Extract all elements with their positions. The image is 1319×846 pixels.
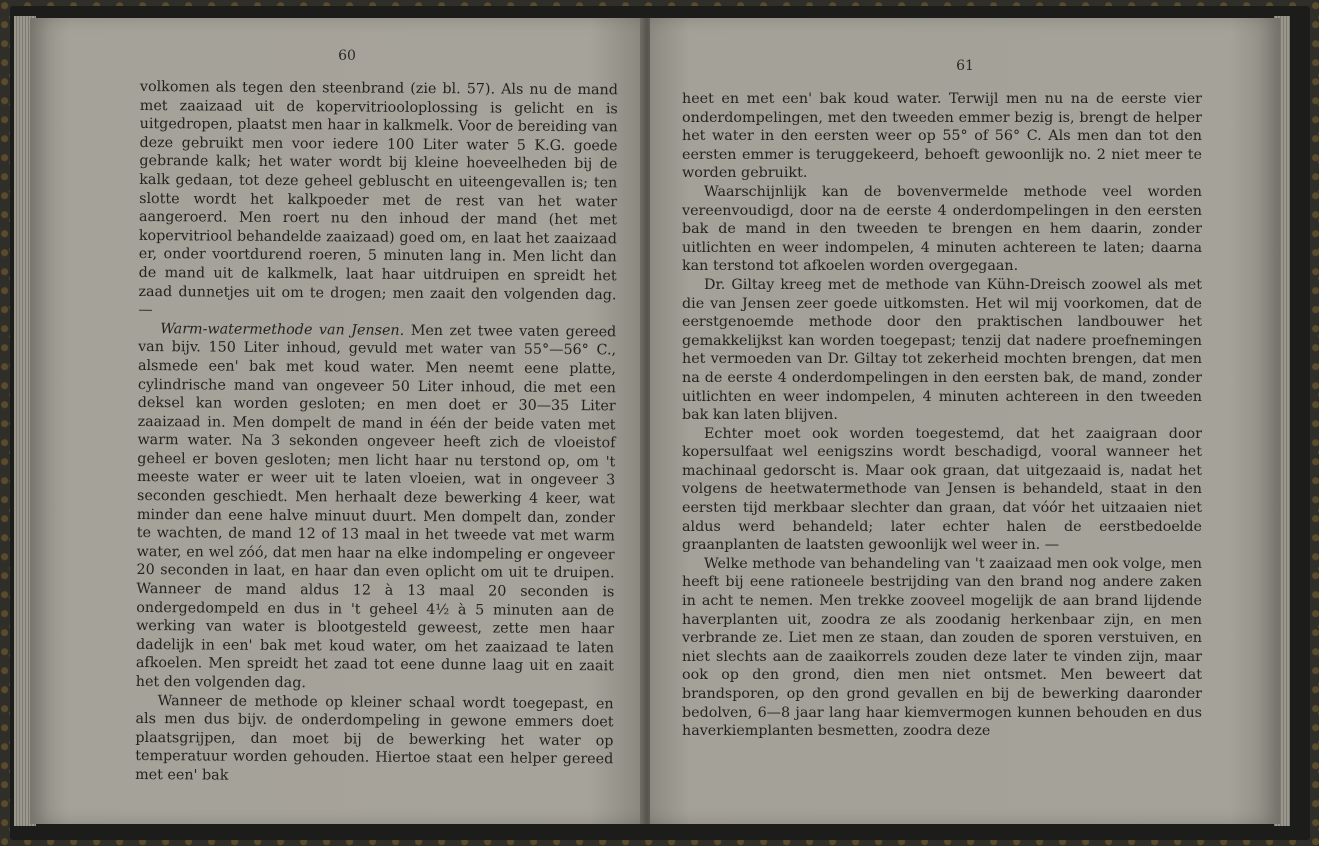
right-page-text [682, 90, 1202, 741]
left-page [30, 18, 644, 824]
page-number-right: 61 [956, 58, 974, 74]
paragraph: Wanneer de methode op kleiner schaal wordt toegepast, en als men dus bijv. de onderdompeling in gewone emmers doet plaatsgrijpen, dan moet bij de bewerking het water op temperatuur worden gehouden. Hiertoe staat een helper gereed met een' bak [135, 692, 614, 784]
page-number-left: 60 [338, 48, 356, 64]
paragraph-jensen [136, 320, 617, 695]
paragraph: Welke methode van behandeling van 't zaaizaad men ook volge, men heeft bij eene rationeele bestrijding van den brand nog andere zaken in acht te nemen. Men trekke zooveel mogelijk de aan brand lijdende haverplanten uit, zoodra ze als zoodanig herkenbaar zijn, en men verbrande ze. Liet men ze staan, dan zouden de sporen verstuiven, en niet slechts aan de zaaikorrels zouden deze later te vinden zijn, maar ook op den grond, dien men niet ontsmet. Men beweert dat brandsporen, op den grond gevallen en bij de bewerking daaronder bedolven, 6—8 jaar lang haar kiemvermogen kunnen behouden en dus haverkiemplanten besmetten, zoodra deze [682, 555, 1202, 740]
paragraph: volkomen als tegen den steenbrand (zie bl. 57). Als nu de mand met zaaizaad uit de kopervitriooloplossing is gelicht en is uitgedropen, plaatst men haar in kalkmelk. Voor de bereiding van deze gebruikt men voor iedere 100 Liter water 5 K.G. goede gebrande kalk; het water wordt bij kleine hoeveelheden bij de kalk gedaan, tot deze geheel gebluscht en uiteengevallen is; ten slotte wordt het kalkpoeder met de rest van het water aangeroerd. Men roert nu den inhoud der mand (het met kopervitriool behandelde zaaizaad) goed om, en laat het zaaizaad er, onder voortdurend roeren, 5 minuten lang in. Men licht dan de mand uit de kalkmelk, laat haar uitdruipen en spreidt het zaad dunnetjes uit om te drogen; men zaait den volgenden dag. — [138, 78, 618, 319]
left-page-text [135, 78, 618, 788]
right-page [650, 18, 1280, 824]
section-lead: Warm-watermethode van Jensen. [160, 320, 405, 339]
paragraph: Dr. Giltay kreeg met de methode van Kühn-Dreisch zoowel als met die van Jensen zeer goede uitkomsten. Het wil mij voorkomen, dat de eerstgenoemde methode door den praktischen landbouwer het gemakkelijkst kan worden toegepast; tenzij dat nadere proefnemingen het vermoeden van Dr. Giltay tot zekerheid mochten brengen, dat men na de eerste 4 onderdompelingen in den eersten bak, de mand, zonder uitlichten en weer indompelen, 4 minuten achtereen in den tweeden bak kan laten blijven. [682, 276, 1202, 424]
paragraph: heet en met een' bak koud water. Terwijl men nu na de eerste vier onderdompelingen, met den tweeden emmer bezig is, brengt de helper het water in den eersten weer op 55° of 56° C. Als men dan tot den eersten emmer is teruggekeerd, behoeft gewoonlijk no. 2 niet meer te worden gebruikt. [682, 91, 1202, 182]
paragraph-body: Men zet twee vaten gereed van bijv. 150 Liter inhoud, gevuld met water van 55°—56° C., alsmede een' bak met koud water. Men neemt eene platte, cylindrische mand van ongeveer 50 Liter inhoud, die met een deksel kan worden gesloten; en men doet er 30—35 Liter zaaizaad in. Men dompelt de mand in één der beide vaten met warm water. Na 3 sekonden ongeveer heeft zich de vloeistof geheel er boven gesloten; men licht haar nu terstond op, om 't meeste water er weer uit te laten vloeien, wat in ongeveer 3 seconden geschiedt. Men herhaalt deze bewerking 4 keer, wat minder dan eene halve minuut duurt. Men dompelt dan, zonder te wachten, de mand 12 of 13 maal in het tweede vat met warm water, en wel zóó, dat men haar na elke indompeling er ongeveer 20 seconden in laat, en haar dan even oplicht om uit te druipen. Wanneer de mand aldus 12 à 13 maal 20 seconden is ondergedompeld en dus in 't geheel 4½ à 5 minuten aan de werking van water is blootgesteld geweest, zette men haar dadelijk in een' bak met koud water, om het zaaizaad te laten afkoelen. Men spreidt het zaad tot eene dunne laag uit en zaait het den volgenden dag. [135, 322, 617, 692]
paragraph: Waarschijnlijk kan de bovenvermelde methode veel worden vereenvoudigd, door na de eerste 4 onderdompelingen in den eersten bak de mand in den tweeden te brengen en hem daarin, zonder uitlichten en weer indompelen, 4 minuten achtereen te laten; daarna kan terstond tot afkoelen worden overgegaan. [682, 183, 1202, 275]
paragraph: Echter moet ook worden toegestemd, dat het zaaigraan door kopersulfaat wel eenigszins wordt beschadigd, vooral wanneer het machinaal gedorscht is. Maar ook graan, dat uitgezaaid is, nadat het volgens de heetwatermethode van Jensen is behandeld, staat in den eersten tijd merkbaar slechter dan graan, dat vóór het uitzaaien niet aldus werd behandeld; later echter halen de eerstbedoelde graanplanten de laatsten gewoonlijk wel weer in. — [682, 425, 1202, 554]
